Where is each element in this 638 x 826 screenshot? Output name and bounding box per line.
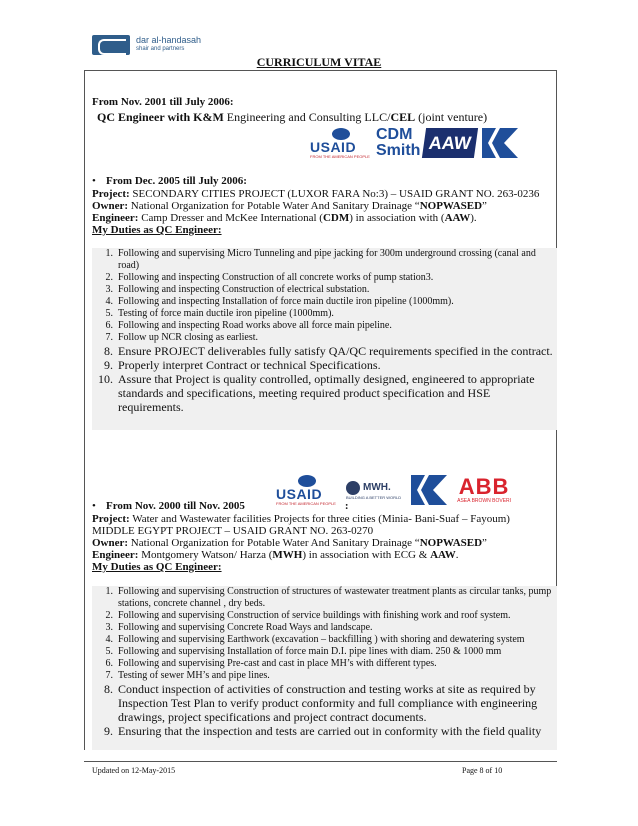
project2-engineer-end: .	[455, 549, 459, 561]
project1-duty-item-number: 9.	[104, 358, 113, 372]
project2-dates	[92, 500, 349, 513]
abb-logo	[457, 476, 511, 504]
project2-duty-item-text: Conduct inspection of activities of construction and testing works at site as required by Inspection Test Plan to verify product conformity and full compliance with engineering drawings, project specifications and project contract documents.	[118, 682, 538, 724]
project2-engineer-bold: MWH	[272, 549, 303, 561]
smith-wordmark: Smith	[376, 142, 421, 159]
project2-project-label: Project:	[92, 513, 130, 525]
project1-duty-item-number: 7.	[105, 332, 113, 343]
cdm-wordmark: CDM	[376, 126, 413, 143]
usaid-wordmark-2: USAID	[276, 486, 323, 502]
project2-project-line2-text: MIDDLE EGYPT PROJECT – USAID GRANT NO. 263-0270	[92, 525, 374, 537]
abb-wordmark: ABB	[458, 474, 510, 499]
project2-duty-item	[92, 682, 557, 724]
client-logos-top	[310, 126, 520, 160]
project2-duty-item-text: Testing of sewer MH’s and pipe lines.	[118, 670, 270, 681]
project2-engineer-bold2: AAW	[430, 549, 456, 561]
page-title: CURRICULUM VITAE	[256, 55, 382, 69]
project1-duty-item-number: 5.	[105, 308, 113, 319]
project2-duties-label: My Duties as QC Engineer:	[92, 561, 222, 573]
usaid-wordmark: USAID	[310, 139, 357, 155]
project2-dates-colon: :	[344, 500, 349, 512]
project1-engineer-value: Camp Dresser and McKee International (	[138, 212, 323, 224]
footer-page-number: Page 8 of 10	[462, 766, 503, 775]
project2-duties-heading	[92, 561, 222, 574]
company-logo	[92, 34, 201, 56]
project1-duty-item-number: 6.	[105, 320, 113, 331]
project1-duty-item	[92, 358, 557, 372]
project1-duty-item-text: Testing of force main ductile iron pipeline (1000mm).	[118, 308, 334, 319]
project1-engineer-bold2: AAW	[444, 212, 471, 224]
project1-duties-heading	[92, 224, 222, 237]
project2-duty-item-number: 5.	[105, 646, 113, 657]
km-logo-icon-2	[409, 473, 449, 507]
cdm-smith-logo	[376, 127, 420, 159]
aaw-logo: AAW	[422, 128, 478, 158]
project1-duty-item-number: 4.	[105, 296, 113, 307]
project1-duty-item-text: Assure that Project is quality controlled, optimally designed, engineered to appropriate standards and specifications, meeting required product specification and HSE requirements.	[118, 372, 535, 414]
project2-owner-label: Owner:	[92, 537, 129, 549]
project2-engineer-mid: ) in association with ECG &	[302, 549, 431, 561]
project1-owner-end: ”	[482, 200, 487, 212]
mwh-logo	[346, 481, 401, 500]
project1-duty-item-text: Following and inspecting Installation of force main ductile iron pipeline (1000mm).	[118, 296, 454, 307]
project2-duty-item-number: 9.	[104, 724, 113, 738]
project1-duty-item	[92, 332, 557, 344]
project1-duty-item	[92, 272, 557, 284]
project1-duties-label: My Duties as QC Engineer:	[92, 224, 222, 236]
period1-role-bold2: CEL	[390, 110, 416, 124]
bullet-icon-2: •	[92, 500, 96, 512]
project1-duty-item	[92, 296, 557, 308]
project2-duty-item	[92, 634, 557, 646]
project1-owner-label: Owner:	[92, 200, 129, 212]
project2-duty-item-number: 8.	[104, 682, 113, 696]
project1-engineer-mid: ) in association with (	[349, 212, 445, 224]
project2-duty-item-text: Following and supervising Earthwork (excavation – backfilling ) with shoring and dewatering system	[118, 634, 525, 645]
project2-duty-item-number: 6.	[105, 658, 113, 669]
project1-engineer-label: Engineer:	[92, 212, 139, 224]
project1-duty-item-text: Following and inspecting Road works above all force main pipeline.	[118, 320, 392, 331]
project2-owner-value: National Organization for Potable Water And Sanitary Drainage “	[128, 537, 420, 549]
footer-divider	[84, 761, 557, 762]
period1-role-bold: QC Engineer with K&M	[97, 110, 224, 124]
abb-tagline: ASEA BROWN BOVERI	[457, 498, 512, 504]
project2-duty-item-text: Following and supervising Construction of service buildings with finishing work and roof system.	[118, 610, 511, 621]
project1-duty-item-number: 2.	[105, 272, 113, 283]
project2-engineer-label: Engineer:	[92, 549, 139, 561]
period1-role	[97, 110, 487, 124]
project1-dates	[92, 175, 247, 188]
project1-duty-item	[92, 308, 557, 320]
project1-duty-item-text: Properly interpret Contract or technical Specifications.	[118, 358, 381, 372]
company-name-line2: shair and partners	[136, 46, 185, 52]
usaid-tagline: FROM THE AMERICAN PEOPLE	[310, 154, 370, 159]
project2-duty-item-text: Following and supervising Concrete Road Ways and landscape.	[118, 622, 373, 633]
project1-duty-item-text: Following and inspecting Construction of all concrete works of pump station3.	[118, 272, 434, 283]
project1-duty-item-number: 10.	[98, 372, 113, 386]
project1-duty-item	[92, 284, 557, 296]
usaid-logo	[310, 128, 372, 158]
project1-owner-bold: NOPWASED	[419, 200, 483, 212]
project1-duty-item-text: Following and inspecting Construction of electrical substation.	[118, 284, 370, 295]
km-logo-icon	[480, 126, 520, 160]
mwh-wordmark: MWH.	[363, 482, 391, 493]
project2-duty-item-number: 2.	[105, 610, 113, 621]
project2-duty-item	[92, 670, 557, 682]
project2-duty-item-number: 4.	[105, 634, 113, 645]
mwh-tagline: BUILDING A BETTER WORLD	[346, 494, 402, 500]
project2-duty-item-number: 1.	[105, 586, 113, 597]
project2-duty-item	[92, 586, 557, 610]
dar-logo-icon	[92, 35, 130, 55]
project1-duty-item-text: Following and supervising Micro Tunneling and pipe jacking for 300m underground crossing (canal and road)	[118, 248, 536, 271]
project1-duty-item-number: 8.	[104, 344, 113, 358]
project1-dates-text: From Dec. 2005 till July 2006:	[106, 175, 247, 187]
usaid-tagline-2: FROM THE AMERICAN PEOPLE	[276, 501, 336, 506]
company-name-line1: dar al-handasah	[136, 35, 202, 45]
project2-duty-item	[92, 622, 557, 634]
footer-updated: Updated on 12-May-2015	[92, 766, 176, 775]
mwh-globe-icon	[346, 481, 360, 495]
project2-duty-item	[92, 658, 557, 670]
project2-owner-bold: NOPWASED	[419, 537, 483, 549]
period1-dates	[92, 96, 234, 109]
project2-duty-item-text: Following and supervising Installation of force main D.I. pipe lines with diam. 250 & 1000 mm	[118, 646, 502, 657]
project1-duties-list	[92, 248, 557, 430]
project2-duty-item-number: 3.	[105, 622, 113, 633]
project2-duty-item-text: Ensuring that the inspection and tests are carried out in conformity with the field quality	[118, 724, 542, 738]
project1-duty-item	[92, 248, 557, 272]
project1-duty-item	[92, 320, 557, 332]
project1-project-value: SECONDARY CITIES PROJECT (LUXOR FARA No:3) – USAID GRANT NO. 263-0236	[129, 188, 540, 200]
project2-duty-item-number: 7.	[105, 670, 113, 681]
project1-duty-item-number: 3.	[105, 284, 113, 295]
bullet-icon: •	[92, 175, 96, 187]
project2-duty-item	[92, 610, 557, 622]
project1-duty-item	[92, 372, 557, 414]
project1-owner-value: National Organization for Potable Water And Sanitary Drainage “	[128, 200, 420, 212]
project1-duty-item-text: Follow up NCR closing as earliest.	[118, 332, 258, 343]
project1-duty-item-text: Ensure PROJECT deliverables fully satisfy QA/QC requirements specified in the contract.	[118, 344, 553, 358]
project2-duties-list	[92, 586, 557, 750]
period1-role-rest: Engineering and Consulting LLC/	[223, 110, 391, 124]
project1-project-label: Project:	[92, 188, 130, 200]
period1-dates-text: From Nov. 2001 till July 2006:	[92, 96, 234, 108]
company-name	[136, 36, 201, 54]
project2-duty-item	[92, 724, 557, 738]
project1-engineer-bold: CDM	[322, 212, 350, 224]
project2-dates-text: From Nov. 2000 till Nov. 2005	[106, 500, 245, 512]
project2-duty-item-text: Following and supervising Pre-cast and cast in place MH’s with different types.	[118, 658, 437, 669]
project2-project-value: Water and Wastewater facilities Projects for three cities (Minia- Bani-Suaf – Fayoum)	[129, 513, 510, 525]
project2-duty-item	[92, 646, 557, 658]
project2-duty-item-text: Following and supervising Construction of structures of wastewater treatment plants as circular tanks, pump stations, concrete channel , dry beds.	[118, 586, 552, 609]
period1-role-tail: (joint venture)	[415, 110, 488, 124]
project1-duty-item	[92, 344, 557, 358]
project2-owner-end: ”	[482, 537, 487, 549]
project1-engineer-end: ).	[470, 212, 477, 224]
project1-duty-item-number: 1.	[105, 248, 113, 259]
project2-engineer-value: Montgomery Watson/ Harza (	[138, 549, 273, 561]
